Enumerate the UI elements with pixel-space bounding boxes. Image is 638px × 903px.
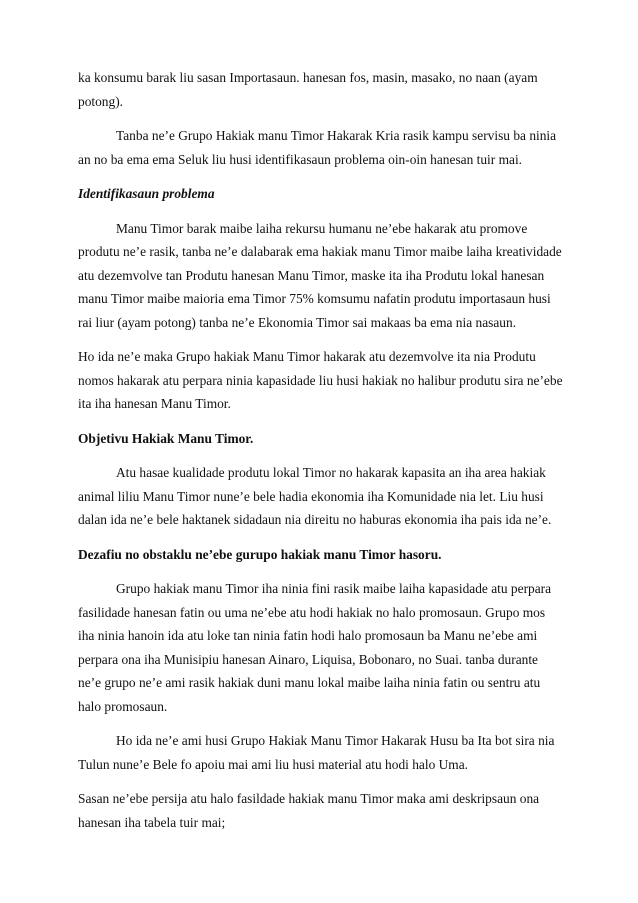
paragraph-2: Tanba ne’e Grupo Hakiak manu Timor Hakarak Kria rasik kampu servisu ba ninia an no ba ema ema Seluk liu husi identifikasaun problema oin-oin hanesan tuir mai.: [78, 128, 557, 167]
section-heading-objetivu: Objetivu Hakiak Manu Timor.: [78, 430, 254, 446]
paragraph-3: Manu Timor barak maibe laiha rekursu humanu ne’ebe hakarak atu promove produtu ne’e rasik, tanba ne’e dalabarak ema hakiak manu Timor maibe laiha kreatividade atu dezemvolve tan Produtu hanesan Manu Timor, maske ita iha Produtu lokal hanesan manu Timor maibe maioria ema Timor 75% komsumu nafatin produtu importasaun husi rai liur (ayam potong) tanba ne’e Ekonomia Timor sai makaas ba ema nia nasaun.: [78, 220, 562, 330]
document-page: [78, 66, 564, 845]
section-heading-identifikasaun: Identifikasaun problema: [78, 186, 215, 201]
paragraph-4: Ho ida ne’e maka Grupo hakiak Manu Timor hakarak atu dezemvolve ita nia Produtu nomos hakarak atu perpara ninia kapasidade liu husi hakiak no halibur produtu sira ne’ebe ita iha hanesan Manu Timor.: [78, 349, 563, 411]
paragraph-6: Grupo hakiak manu Timor iha ninia fini rasik maibe laiha kapasidade atu perpara fasilidade hanesan fatin ou uma ne’ebe atu hodi hakiak no halo promosaun. Grupo mos iha ninia hanoin ida atu loke tan ninia fatin hodi halo promosaun ba Manu ne’ebe ami perpara ona iha Munisipiu hanesan Ainaro, Liquisa, Bobonaro, no Suai. tanba durante ne’e grupo ne’e ami rasik hakiak duni manu lokal maibe laiha ninia fatin ou sentru atu halo promosaun.: [78, 581, 552, 714]
paragraph-1: ka konsumu barak liu sasan Importasaun. hanesan fos, masin, masako, no naan (ayam potong).: [78, 70, 538, 109]
section-heading-dezafiu: Dezafiu no obstaklu ne’ebe gurupo hakiak manu Timor hasoru.: [78, 546, 442, 562]
paragraph-7: Ho ida ne’e ami husi Grupo Hakiak Manu Timor Hakarak Husu ba Ita bot sira nia Tulun nune’e Bele fo apoiu mai ami liu husi material atu hodi halo Uma.: [78, 733, 555, 772]
paragraph-5: Atu hasae kualidade produtu lokal Timor no hakarak kapasita an iha area hakiak animal liliu Manu Timor nune’e bele hadia ekonomia iha Komunidade nia let. Liu husi dalan ida ne’e bele haktanek sidadaun nia direitu no haburas ekonomia iha pais ida ne’e.: [78, 465, 552, 527]
paragraph-8: Sasan ne’ebe persija atu halo fasildade hakiak manu Timor maka ami deskripsaun ona hanesan iha tabela tuir mai;: [78, 791, 540, 830]
